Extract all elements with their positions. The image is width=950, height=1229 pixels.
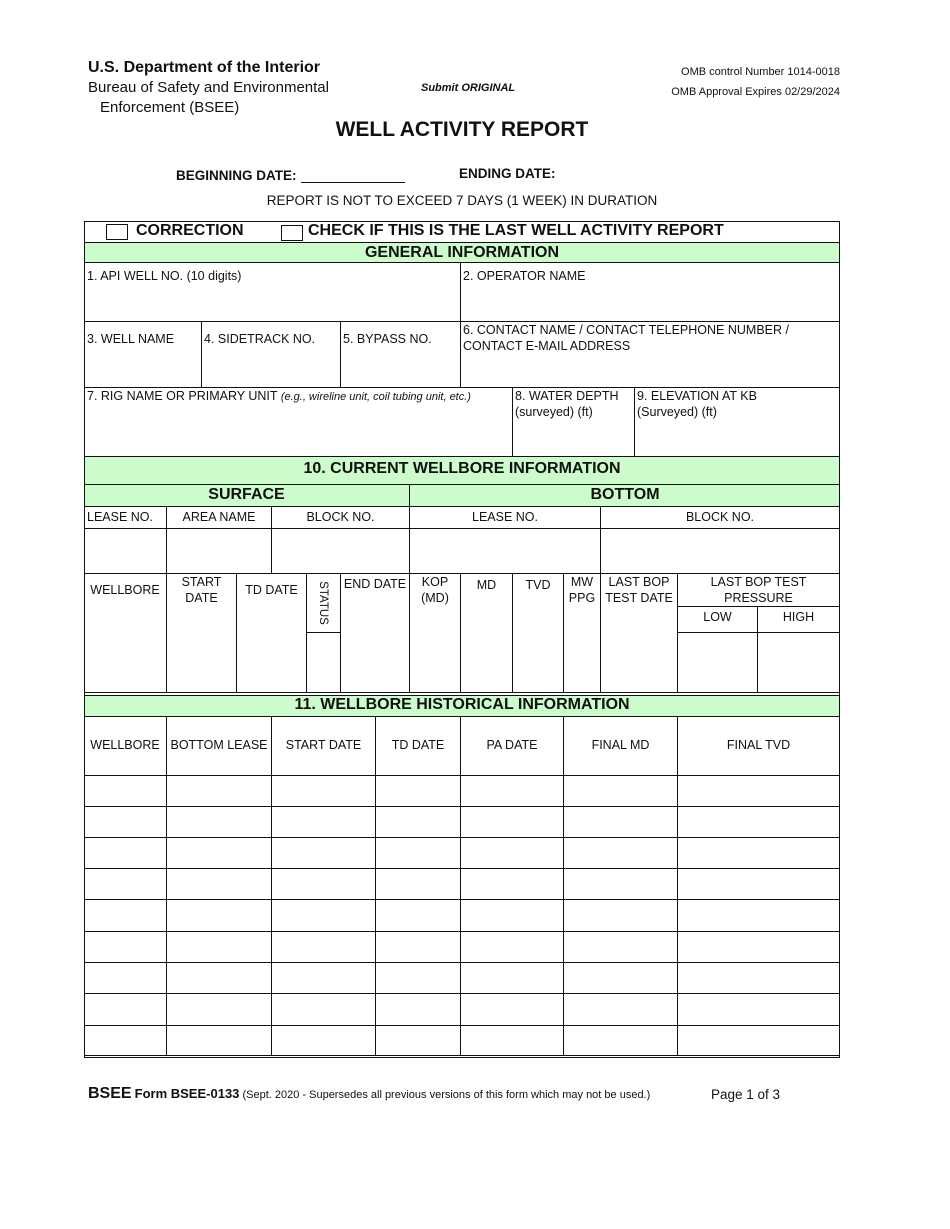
bop-low-label: LOW — [703, 610, 732, 624]
department-name: U.S. Department of the Interior — [88, 59, 321, 76]
hist-pa-date-label: PA DATE — [486, 738, 538, 752]
rig-name-example: (e.g., wireline unit, coil tubing unit, etc.) — [280, 391, 471, 403]
historical-heading: 11. WELLBORE HISTORICAL INFORMATION — [294, 696, 630, 713]
contact-label — [463, 322, 789, 354]
elevation-line-2: (Surveyed) (ft) — [637, 405, 717, 419]
water-depth-line-1: 8. WATER DEPTH — [515, 389, 619, 403]
mw-line-1: MW — [570, 575, 594, 589]
bureau-line-1: Bureau of Safety and Environmental — [88, 79, 329, 96]
last-bop-test-date-label — [601, 574, 677, 606]
bottom-heading: BOTTOM — [590, 486, 660, 503]
omb-expiration: OMB Approval Expires 02/29/2024 — [671, 86, 840, 98]
surface-lease-no-label: LEASE NO. — [87, 510, 153, 524]
hist-final-tvd-label: FINAL TVD — [726, 738, 791, 752]
current-wellbore-heading: 10. CURRENT WELLBORE INFORMATION — [303, 460, 621, 477]
bop-high-label: HIGH — [782, 610, 815, 624]
rig-name-text: 7. RIG NAME OR PRIMARY UNIT — [87, 389, 278, 403]
footer — [88, 1085, 650, 1103]
kop-line-1: KOP — [421, 575, 449, 589]
surface-heading: SURFACE — [208, 486, 285, 503]
bop-pressure-line-2: PRESSURE — [724, 591, 793, 605]
td-date-label: TD DATE — [245, 583, 298, 597]
contact-label-line-1: 6. CONTACT NAME / CONTACT TELEPHONE NUMBER / — [463, 323, 789, 337]
omb-control-number: OMB control Number 1014-0018 — [681, 66, 840, 78]
area-name-label: AREA NAME — [182, 510, 256, 524]
bottom-block-no-label: BLOCK NO. — [685, 510, 755, 524]
bop-test-pressure-label — [678, 574, 839, 606]
general-info-heading: GENERAL INFORMATION — [364, 244, 560, 261]
agency-block — [88, 58, 329, 118]
hist-final-md-label: FINAL MD — [591, 738, 650, 752]
last-report-checkbox[interactable] — [281, 225, 303, 241]
well-name-label: 3. WELL NAME — [87, 332, 175, 346]
hist-bottom-lease-label: BOTTOM LEASE — [170, 738, 268, 752]
submit-original-note: Submit ORIGINAL — [421, 82, 516, 94]
start-date-line-2: DATE — [185, 591, 218, 605]
surface-block-no-label: BLOCK NO. — [306, 510, 375, 524]
tvd-label: TVD — [525, 578, 551, 592]
correction-checkbox[interactable] — [106, 224, 128, 240]
elevation-label — [637, 388, 757, 420]
form-edition-note: (Sept. 2020 - Supersedes all previous versions of this form which may not be used.) — [242, 1089, 651, 1101]
last-report-label: CHECK IF THIS IS THE LAST WELL ACTIVITY REPORT — [308, 222, 724, 239]
hist-start-date-label: START DATE — [285, 738, 362, 752]
elevation-line-1: 9. ELEVATION AT KB — [637, 389, 757, 403]
hist-wellbore-label: WELLBORE — [90, 738, 160, 752]
contact-label-line-2: CONTACT E-MAIL ADDRESS — [463, 339, 631, 353]
end-date-label: END DATE — [343, 577, 407, 591]
water-depth-line-2: (surveyed) (ft) — [515, 405, 593, 419]
bureau-line-2: Enforcement (BSEE) — [100, 99, 240, 116]
start-date-label — [167, 574, 236, 606]
correction-label: CORRECTION — [136, 222, 244, 239]
operator-name-label: 2. OPERATOR NAME — [463, 269, 586, 283]
kop-label — [410, 574, 460, 606]
ending-date — [459, 166, 556, 181]
md-label: MD — [476, 578, 497, 592]
form-number: Form BSEE-0133 — [134, 1086, 240, 1101]
beginning-date — [176, 166, 405, 183]
wellbore-label: WELLBORE — [90, 583, 160, 597]
beginning-date-label: BEGINNING DATE: — [176, 168, 297, 183]
sidetrack-no-label: 4. SIDETRACK NO. — [204, 332, 316, 346]
last-bop-line-2: TEST DATE — [605, 591, 673, 605]
duration-notice: REPORT IS NOT TO EXCEED 7 DAYS (1 WEEK) IN DURATION — [266, 193, 658, 208]
bypass-no-label: 5. BYPASS NO. — [343, 332, 432, 346]
bop-pressure-line-1: LAST BOP TEST — [710, 575, 807, 589]
api-well-no-label: 1. API WELL NO. (10 digits) — [87, 269, 242, 283]
page-number: Page 1 of 3 — [711, 1087, 781, 1102]
kop-line-2: (MD) — [421, 591, 449, 605]
rig-name-label — [87, 388, 471, 405]
form-title: WELL ACTIVITY REPORT — [335, 118, 589, 141]
bsee-mark: BSEE — [88, 1085, 132, 1102]
omb-block — [671, 62, 840, 102]
start-date-line-1: START — [181, 575, 222, 589]
ending-date-label: ENDING DATE: — [459, 166, 556, 181]
mw-ppg-label — [564, 574, 600, 606]
last-bop-line-1: LAST BOP — [608, 575, 670, 589]
mw-line-2: PPG — [568, 591, 596, 605]
water-depth-label — [515, 388, 618, 420]
beginning-date-field[interactable] — [301, 166, 405, 183]
hist-td-date-label: TD DATE — [391, 738, 445, 752]
bottom-lease-no-label: LEASE NO. — [472, 510, 538, 524]
status-label: STATUS — [317, 581, 329, 625]
